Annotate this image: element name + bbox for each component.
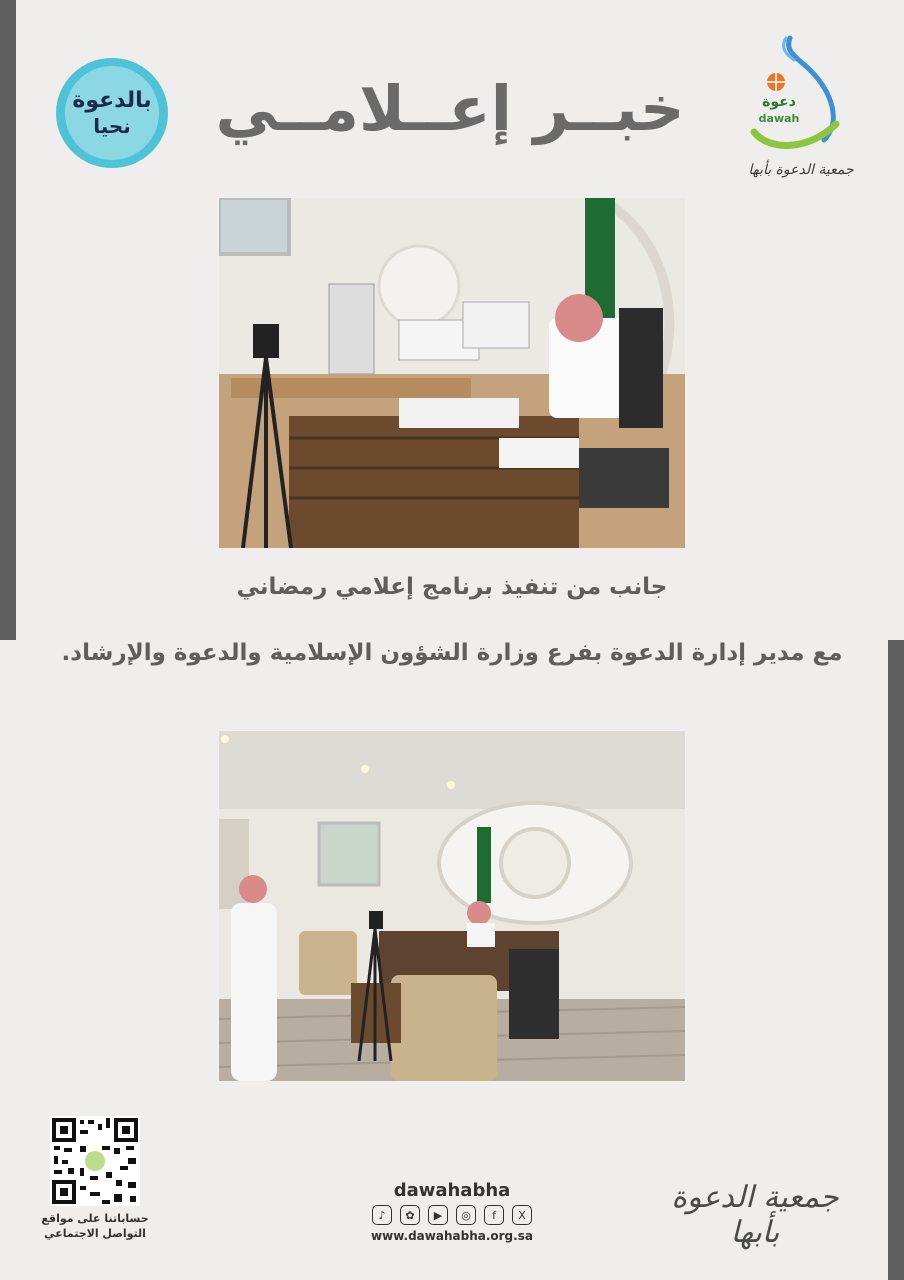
social-media-qr-code[interactable]	[50, 1116, 140, 1206]
social-handle: dawahabha	[393, 1180, 511, 1201]
qr-label-line-1: حساباتنا على مواقع	[41, 1212, 149, 1225]
facebook-icon[interactable]: f	[484, 1205, 504, 1225]
qr-label-line-2: التواصل الاجتماعي	[44, 1226, 146, 1240]
campaign-badge-logo	[56, 58, 168, 168]
website-link[interactable]: www.dawahabha.org.sa	[371, 1229, 533, 1243]
photo-office-interview	[219, 198, 685, 548]
page-title: خبــر إعــلامــي	[215, 72, 685, 145]
instagram-icon[interactable]: ◎	[456, 1205, 476, 1225]
logo-english-name: dawah	[758, 112, 800, 125]
caption-line-2: مع مدير إدارة الدعوة بفرع وزارة الشؤون الإسلامية والدعوة والإرشاد.	[61, 640, 843, 666]
organization-logo	[740, 32, 860, 192]
social-icons-row	[362, 1205, 542, 1227]
organization-signature: جمعية الدعوة بأبها	[671, 1180, 839, 1250]
left-side-bar	[0, 0, 16, 640]
qr-label	[30, 1212, 160, 1242]
tiktok-icon[interactable]: ♪	[372, 1205, 392, 1225]
logo-arabic-name: دعوة	[762, 94, 796, 110]
x-icon[interactable]: X	[512, 1205, 532, 1225]
qr-code-icon	[50, 1116, 140, 1206]
youtube-icon[interactable]: ▶	[428, 1205, 448, 1225]
caption-line-1: جانب من تنفيذ برنامج إعلامي رمضاني	[236, 574, 668, 600]
photo-office-wide-view	[219, 731, 685, 1081]
badge-line-1: بالدعوة	[72, 88, 152, 113]
badge-line-2: نحيا	[93, 114, 131, 138]
logo-organization-name: جمعية الدعوة بأبها	[748, 162, 854, 178]
snapchat-icon[interactable]: ✿	[400, 1205, 420, 1225]
right-side-bar	[888, 640, 904, 1280]
